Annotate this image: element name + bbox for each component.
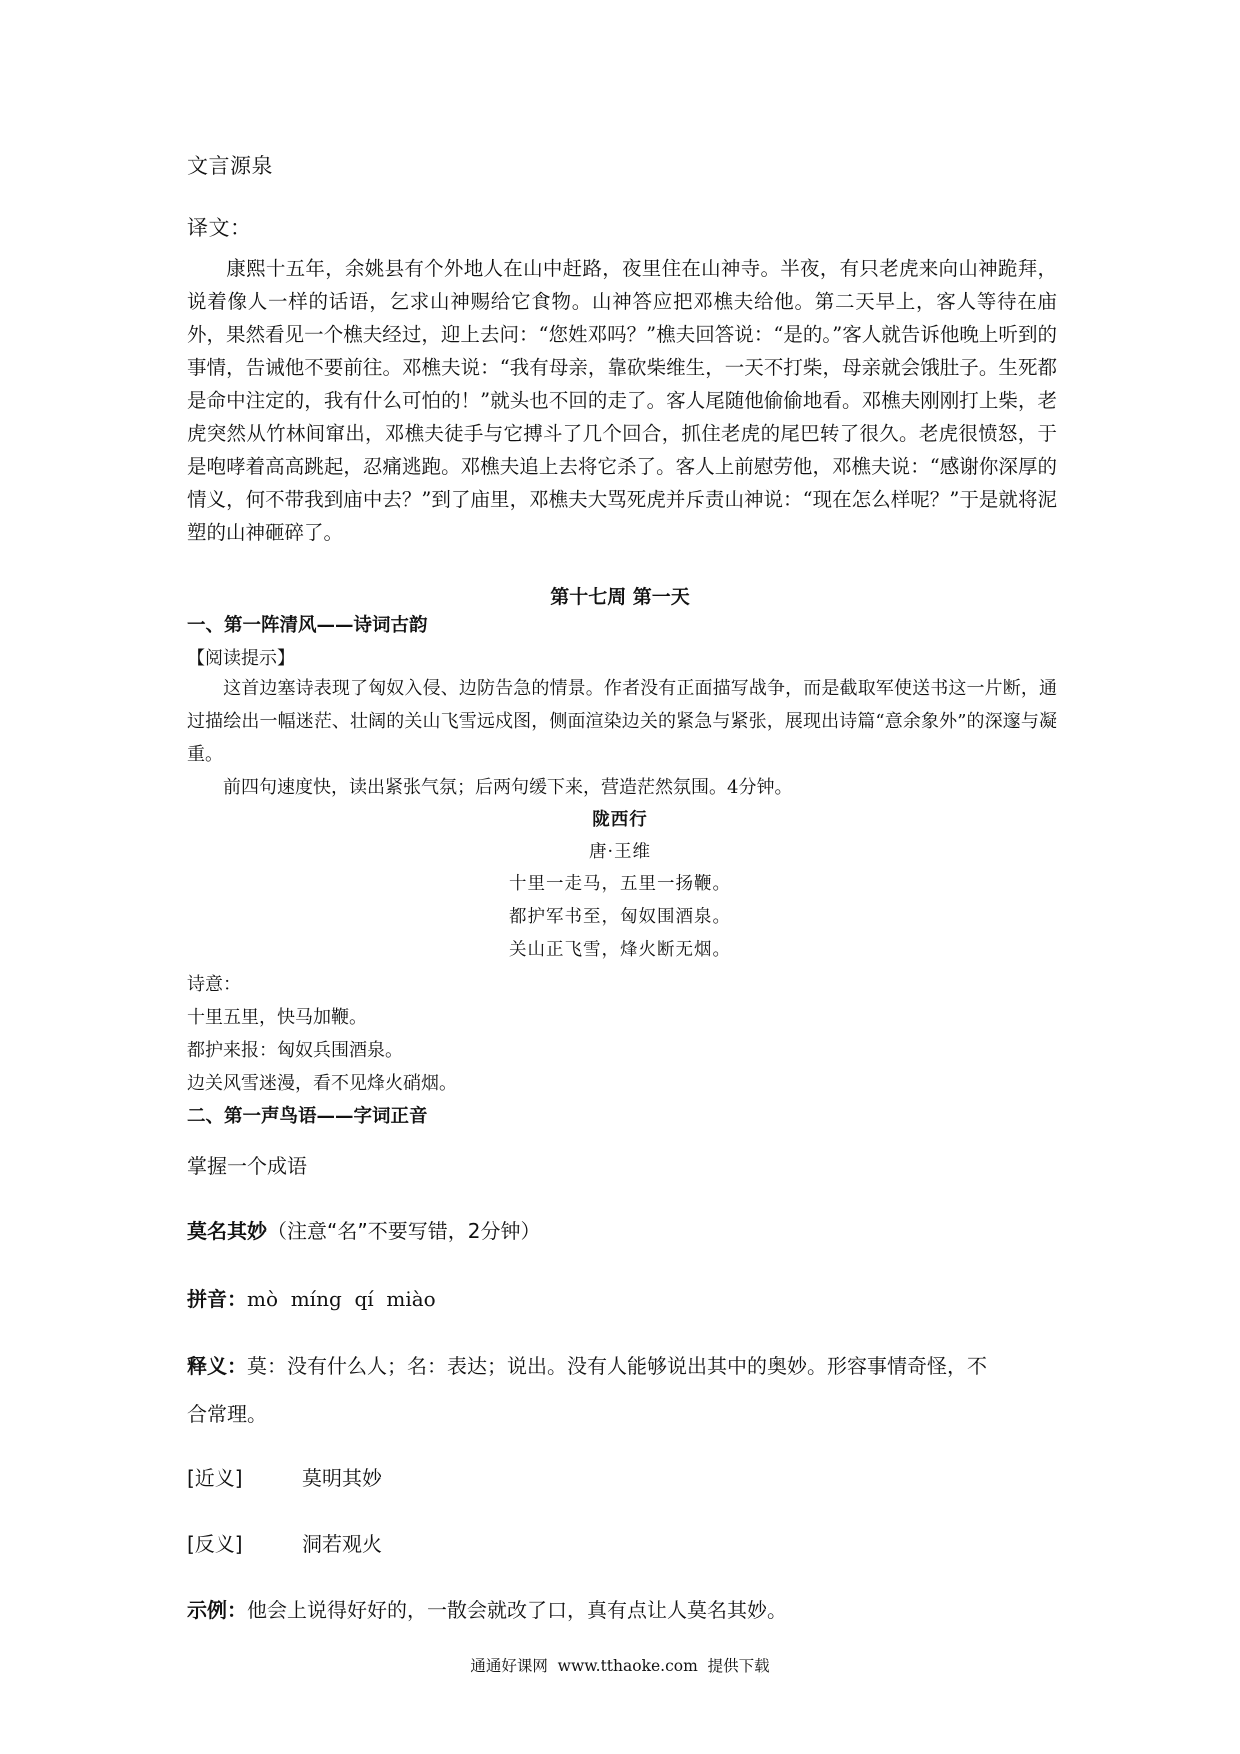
- example-label: 示例：: [187, 1598, 247, 1622]
- poem-author: 唐·王维: [588, 842, 652, 862]
- meaning-label: 诗意：: [187, 974, 241, 995]
- definition-label: 释义：: [187, 1354, 247, 1378]
- poem-title: 陇西行: [592, 810, 648, 830]
- idiom-heading: [187, 1215, 540, 1244]
- pinyin-label: 拼音：: [187, 1287, 247, 1311]
- reading-hint-label: 【阅读提示】: [187, 648, 295, 669]
- reading-tip-paragraph: [187, 771, 1057, 804]
- antonym-value: 洞若观火: [302, 1532, 382, 1556]
- section-2-title: 二、第一声鸟语——字词正音: [187, 1106, 428, 1127]
- translation-paragraph: [187, 252, 1057, 549]
- reading-tip-text: 前四句速度快，读出紧张气氛；后两句缓下来，营造茫然氛围。4分钟。: [223, 777, 793, 798]
- definition-text: 莫：没有什么人；名：表达；说出。没有人能够说出其中的奥妙。形容事情奇怪，不: [247, 1354, 987, 1378]
- synonym-label: [近义]: [187, 1466, 243, 1490]
- translation-label: 译文：: [187, 216, 252, 240]
- week-title: 第十七周 第一天: [550, 586, 690, 608]
- reading-hint-paragraph: [187, 672, 1057, 771]
- poem-line: 十里一走马，五里一扬鞭。: [509, 874, 731, 894]
- example-row: [187, 1594, 787, 1623]
- section-heading-wenyan: 文言源泉: [187, 154, 273, 178]
- section-1-title: 一、第一阵清风——诗词古韵: [187, 615, 428, 636]
- pinyin-row: [187, 1283, 436, 1312]
- poem-line: 都护军书至，匈奴围酒泉。: [509, 907, 731, 927]
- page-footer: 通通好课网 www.tthaoke.com 提供下载: [470, 1657, 770, 1675]
- idiom-intro: 掌握一个成语: [187, 1154, 307, 1178]
- meaning-line: 十里五里，快马加鞭。: [187, 1007, 367, 1028]
- reading-hint-text: 这首边塞诗表现了匈奴入侵、边防告急的情景。作者没有正面描写战争，而是截取军使送书这一片断，通过描绘出一幅迷茫、壮阔的关山飞雪远戍图，侧面渲染边关的紧急与紧张，展现出诗篇“意余象外”的深邃与凝重。: [187, 678, 1057, 765]
- definition-continuation: 合常理。: [187, 1402, 267, 1426]
- meaning-line: 边关风雪迷漫，看不见烽火硝烟。: [187, 1073, 457, 1094]
- definition-row: [187, 1350, 1067, 1379]
- antonym-label: [反义]: [187, 1532, 243, 1556]
- pinyin-value: mò míng qí miào: [247, 1287, 436, 1311]
- meaning-line: 都护来报：匈奴兵围酒泉。: [187, 1040, 403, 1061]
- example-text: 他会上说得好好的，一散会就改了口，真有点让人莫名其妙。: [247, 1598, 787, 1622]
- synonym-value: 莫明其妙: [302, 1466, 382, 1490]
- idiom-note: （注意“名”不要写错，2分钟）: [267, 1219, 541, 1243]
- poem-line: 关山正飞雪，烽火断无烟。: [509, 940, 731, 960]
- idiom-word: 莫名其妙: [187, 1219, 267, 1243]
- translation-text: 康熙十五年，余姚县有个外地人在山中赶路，夜里住在山神寺。半夜，有只老虎来向山神跪拜，说着像人一样的话语，乞求山神赐给它食物。山神答应把邓樵夫给他。第二天早上，客人等待在庙外，果然看见一个樵夫经过，迎上去问：“您姓邓吗？”樵夫回答说：“是的。”客人就告诉他晚上听到的事情，告诫他不要前往。邓樵夫说：“我有母亲，靠砍柴维生，一天不打柴，母亲就会饿肚子。生死都是命中注定的，我有什么可怕的！”就头也不回的走了。客人尾随他偷偷地看。邓樵夫刚刚打上柴，老虎突然从竹林间窜出，邓樵夫徒手与它搏斗了几个回合，抓住老虎的尾巴转了很久。老虎很愤怒，于是咆哮着高高跳起，忍痛逃跑。邓樵夫追上去将它杀了。客人上前慰劳他，邓樵夫说：“感谢你深厚的情义，何不带我到庙中去？”到了庙里，邓樵夫大骂死虎并斥责山神说：“现在怎么样呢？”于是就将泥塑的山神砸碎了。: [187, 257, 1057, 544]
